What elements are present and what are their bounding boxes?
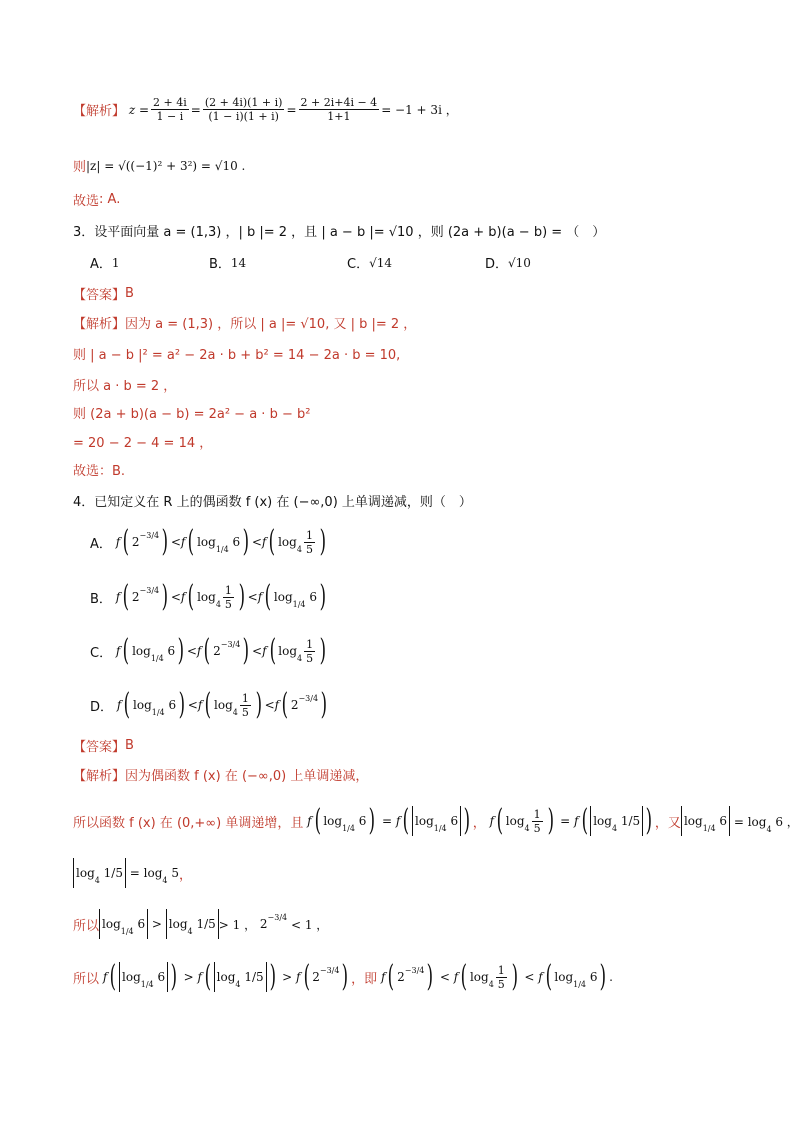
fraction: $\frac{2 + 2i+4i - 4}{1+1}$ — [300, 96, 378, 123]
q3-answer: 【答案】 B — [73, 286, 134, 303]
fraction: $\frac{(2 + 4i)(1 + i)}{(1 - i)(1 + i)}$ — [204, 96, 283, 123]
q3-solution-5: = 20 − 2 − 4 = 14 ， — [73, 436, 213, 451]
q3-stem: 3．设平面向量 a = (1,3) ，| b |= 2 ，且 | a − b |= √10 ，则 (2a + b)(a − b) = （ ） — [73, 225, 606, 240]
q4-solution-4: 所以 $\log_{1/4} 6$ > $\log_4 1/5$ > 1 ， $2^{-3/4}$ < 1 ， — [73, 909, 328, 939]
q3-solution-2: 则 | a − b |² = a² − 2a · b + b² = 14 − 2a · b = 10, — [73, 348, 401, 363]
q3-option-d: D． √10 — [485, 255, 531, 272]
q4-solution-1: 【解析】 因为偶函数 f (x) 在 (−∞,0) 上单调递减， — [73, 769, 369, 784]
q2-choice: 故选 : A. — [73, 192, 121, 209]
q2-solution-line2: 则 |z| = √((−1)² + 3²) = √10 . — [73, 158, 246, 175]
q4-solution-2: 所以函数 f (x) 在 (0,+∞) 单调递增，且 f ( $\log_{1/4} 6$ ) = f ( $\log_{1/4} 6$ ) ， f ( $\log_4$ $\frac{1}{5}$ ) = f ( $\log_4 1/5$ ) ，又 $\log_{1/4} 6$ = $\log_4 6$ ， — [73, 803, 799, 838]
q4-solution-5: 所以 f ( $\log_{1/4} 6$ ) > f ( $\log_4 1/5$ ) > f ( $2^{-3/4}$ ) ，即 f ( $2^{-3/4}$ ) < f ( $\log_4$ $\frac{1}{5}$ ) < f ( $\log_{1/4} 6$ ) . — [73, 959, 613, 994]
q4-solution-3: $\log_4 1/5$ = $\log_4 5$ ， — [73, 858, 192, 888]
q4-option-a: A． f ( $2^{-3/4}$ ) < f ( $\log_{1/4} 6$ ) < f ( $\log_4$ $\frac{1}{5}$ ) — [90, 524, 327, 559]
fraction: $\frac{2 + 4i}{1 - i}$ — [153, 96, 187, 123]
q3-solution-4: 则 (2a + b)(a − b) = 2a² − a · b − b² — [73, 407, 311, 422]
q4-answer: 【答案】 B — [73, 738, 134, 755]
solution-tag: 【解析】 — [73, 104, 126, 119]
q3-choice: 故选：B. — [73, 464, 126, 479]
q2-solution-line1: 【解析】 z = $\frac{2 + 4i}{1 - i}$ = $\frac{(2 + 4i)(1 + i)}{(1 - i)(1 + i)}$ = $\frac{2 + 2i+4i - 4}{1+1}$ = −1 + 3i ， — [73, 96, 458, 123]
q3-option-a: A． 1 — [90, 255, 120, 272]
q3-option-c: C． √14 — [347, 255, 392, 272]
q4-stem: 4．已知定义在 R 上的偶函数 f (x) 在 (−∞,0) 上单调递减，则（ ） — [73, 495, 472, 510]
z-result: = −1 + 3i ， — [381, 103, 458, 117]
q4-option-c: C． f ( $\log_{1/4} 6$ ) < f ( $2^{-3/4}$ ) < f ( $\log_4$ $\frac{1}{5}$ ) — [90, 633, 327, 668]
q3-solution-3: 所以 a · b = 2 ， — [73, 379, 177, 394]
q3-solution-1: 【解析】 因为 a = (1,3) ，所以 | a |= √10, 又 | b |= 2 ， — [73, 317, 417, 332]
q4-option-d: D． f ( $\log_{1/4} 6$ ) < f ( $\log_4$ $\frac{1}{5}$ ) < f ( $2^{-3/4}$ ) — [90, 687, 328, 722]
q4-option-b: B． f ( $2^{-3/4}$ ) < f ( $\log_4$ $\frac{1}{5}$ ) < f ( $\log_{1/4} 6$ ) — [90, 579, 327, 614]
q3-option-b: B． 14 — [209, 255, 247, 272]
